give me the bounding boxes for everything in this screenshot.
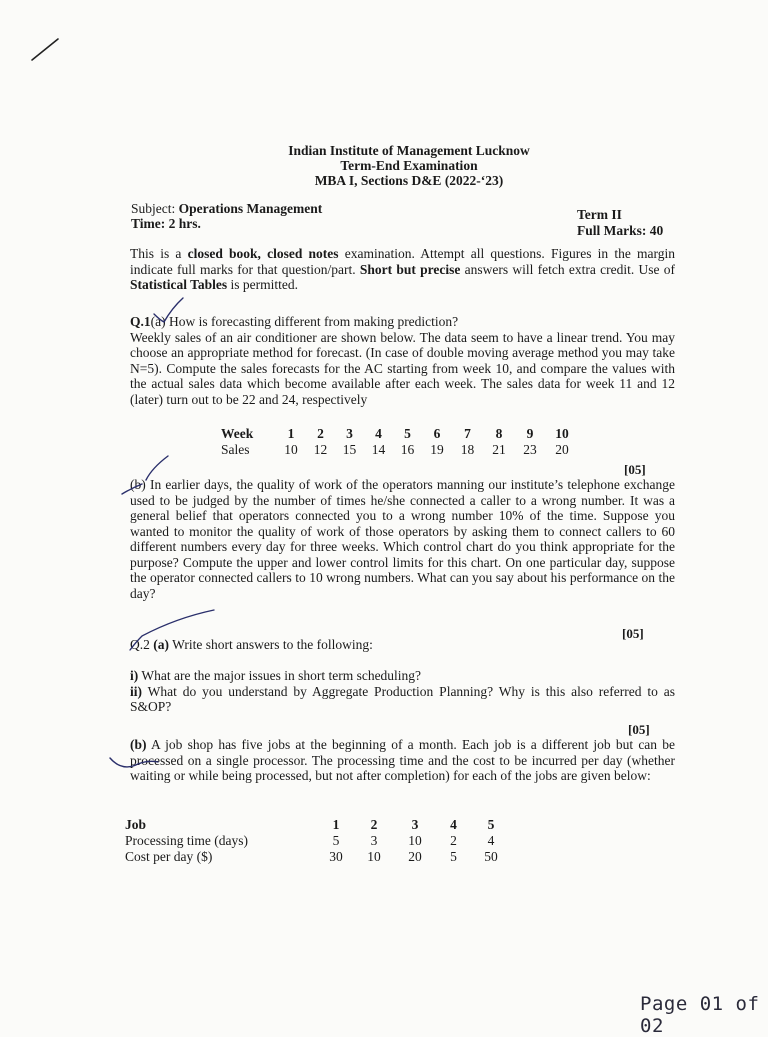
q2a-marks: [05] bbox=[628, 722, 650, 737]
time-cell: 2 bbox=[450, 833, 457, 848]
week-label: Week bbox=[221, 426, 254, 441]
time-cell: 4 bbox=[487, 833, 495, 848]
cost-cell: 5 bbox=[450, 849, 457, 864]
sales-cell: 10 bbox=[284, 442, 298, 457]
sales-label: Sales bbox=[221, 442, 250, 457]
subject-value: Operations Management bbox=[178, 201, 323, 216]
q1-part-a bbox=[130, 314, 675, 407]
week-cell: 6 bbox=[433, 426, 441, 441]
processing-time-row bbox=[125, 833, 511, 849]
item-ii-label: ii) bbox=[130, 683, 142, 699]
subject-label: Subject: bbox=[131, 201, 176, 216]
cost-label: Cost per day ($) bbox=[125, 849, 213, 864]
q1-number: Q.1 bbox=[130, 314, 151, 329]
q2-part-a bbox=[130, 637, 675, 653]
job-cell: 2 bbox=[370, 817, 378, 832]
instructions bbox=[130, 246, 675, 293]
instr-bold-3: Statistical Tables bbox=[130, 277, 228, 292]
week-cell: 10 bbox=[555, 426, 569, 441]
sales-cell: 15 bbox=[342, 442, 357, 457]
cost-cell: 50 bbox=[484, 849, 498, 864]
job-cell: 4 bbox=[450, 817, 457, 832]
cost-cell: 20 bbox=[408, 849, 422, 864]
sales-cell: 18 bbox=[460, 442, 475, 457]
subject-block bbox=[131, 201, 322, 231]
job-cell: 5 bbox=[487, 817, 495, 832]
sales-cell: 23 bbox=[523, 442, 537, 457]
page-number: Page 01 of 02 bbox=[640, 993, 760, 1037]
q1a-label: (a) bbox=[150, 314, 166, 329]
instr-text-1: This is a bbox=[130, 246, 188, 261]
job-label: Job bbox=[125, 817, 147, 832]
job-cell: 3 bbox=[411, 817, 419, 832]
job-row bbox=[125, 817, 511, 833]
q1b-marks: [05] bbox=[622, 626, 644, 641]
sales-cell: 21 bbox=[492, 442, 506, 457]
pen-stroke-mark bbox=[28, 36, 62, 64]
week-cell: 9 bbox=[526, 426, 534, 441]
cost-cell: 30 bbox=[329, 849, 343, 864]
job-table bbox=[125, 817, 511, 865]
full-marks: Full Marks: 40 bbox=[577, 223, 664, 238]
week-cell: 4 bbox=[375, 426, 382, 441]
time-cell: 5 bbox=[332, 833, 340, 848]
institute-name: Indian Institute of Management Lucknow bbox=[288, 143, 530, 158]
q1a-body: Weekly sales of an air conditioner are shown below. The data seem to have a linear trend. You may choose an appropriate method for forecast. (In case of double moving average method you may take N=5). Compute the sales forecasts for the AC starting from week 10, and compare the values with the actual sales data which become available after each week. The sales data for week 11 and 12 (later) turn out to be 22 and 24, respectively bbox=[130, 329, 675, 407]
cost-row bbox=[125, 849, 511, 865]
processing-time-label: Processing time (days) bbox=[125, 833, 248, 848]
q1b-label: (b) bbox=[130, 477, 146, 492]
exam-header bbox=[0, 143, 768, 188]
instr-text-3: answers will fetch extra credit. Use of bbox=[460, 261, 675, 277]
job-cell: 1 bbox=[332, 817, 340, 832]
time-value: 2 hrs. bbox=[168, 216, 201, 231]
q2a-items bbox=[130, 668, 675, 715]
instr-bold-2: Short but precise bbox=[359, 261, 461, 277]
week-cell: 3 bbox=[346, 426, 353, 441]
q1a-question: How is forecasting different from making prediction? bbox=[165, 314, 459, 329]
q2a-label: (a) bbox=[153, 637, 169, 652]
q1b-text: In earlier days, the quality of work of the operators manning our institute’s telephone exchange used to be judged by the number of times he/she connected a caller to a wrong number. It was a general belief that operators connected you to a wrong number 10% of the time. Suppose you wanted to monitor the quality of work of those operators by asking them to connect callers to 60 different numbers every day for three weeks. Which control chart do you think appropriate for the purpose? Compute the upper and lower control limits for this chart. On one particular day, suppose the operator connected callers to 10 wrong numbers. What can you say about his performance on the day? bbox=[130, 477, 675, 601]
q2b-text: A job shop has five jobs at the beginning of a month. Each job is a different job but can be processed on a single processor. The processing time and the cost to be incurred per day (whether waiting or while being processed, but not after completion) for each of the jobs are given below: bbox=[130, 737, 675, 783]
instr-bold-1: closed book, closed notes bbox=[187, 246, 339, 261]
term-block bbox=[577, 207, 663, 238]
sales-cell: 12 bbox=[313, 442, 328, 457]
q1a-marks: [05] bbox=[624, 462, 646, 477]
sales-cell: 16 bbox=[400, 442, 415, 457]
sales-table bbox=[221, 426, 579, 458]
program-name: MBA I, Sections D&E (2022-‘23) bbox=[314, 173, 504, 188]
sales-cell: 14 bbox=[371, 442, 386, 457]
time-cell: 10 bbox=[408, 833, 422, 848]
instr-text-2: examination. Attempt all questions. Figures in the margin indicate full marks for that question/part. bbox=[130, 246, 676, 277]
week-cell: 2 bbox=[317, 426, 324, 441]
week-row bbox=[221, 426, 579, 442]
time-cell: 3 bbox=[370, 833, 378, 848]
q1-part-b bbox=[130, 477, 675, 601]
sales-cell: 20 bbox=[555, 442, 569, 457]
sales-row bbox=[221, 442, 579, 458]
week-cell: 8 bbox=[495, 426, 503, 441]
q2-number: Q.2 bbox=[130, 637, 150, 652]
q2a-text: Write short answers to the following: bbox=[169, 637, 373, 652]
week-cell: 5 bbox=[404, 426, 411, 441]
sales-cell: 19 bbox=[430, 442, 444, 457]
q2b-label: (b) bbox=[130, 737, 147, 752]
week-cell: 1 bbox=[287, 426, 295, 441]
week-cell: 7 bbox=[464, 426, 471, 441]
term-value: Term II bbox=[577, 207, 622, 222]
item-i-label: i) bbox=[130, 668, 139, 683]
cost-cell: 10 bbox=[367, 849, 381, 864]
time-label: Time: bbox=[131, 216, 166, 231]
item-i-text: What are the major issues in short term scheduling? bbox=[138, 668, 422, 683]
exam-name: Term-End Examination bbox=[340, 158, 478, 173]
q2-part-b bbox=[130, 737, 675, 784]
instr-text-4: is permitted. bbox=[227, 277, 299, 292]
item-ii-text: What do you understand by Aggregate Production Planning? Why is this also referred to as S&OP? bbox=[130, 683, 675, 714]
